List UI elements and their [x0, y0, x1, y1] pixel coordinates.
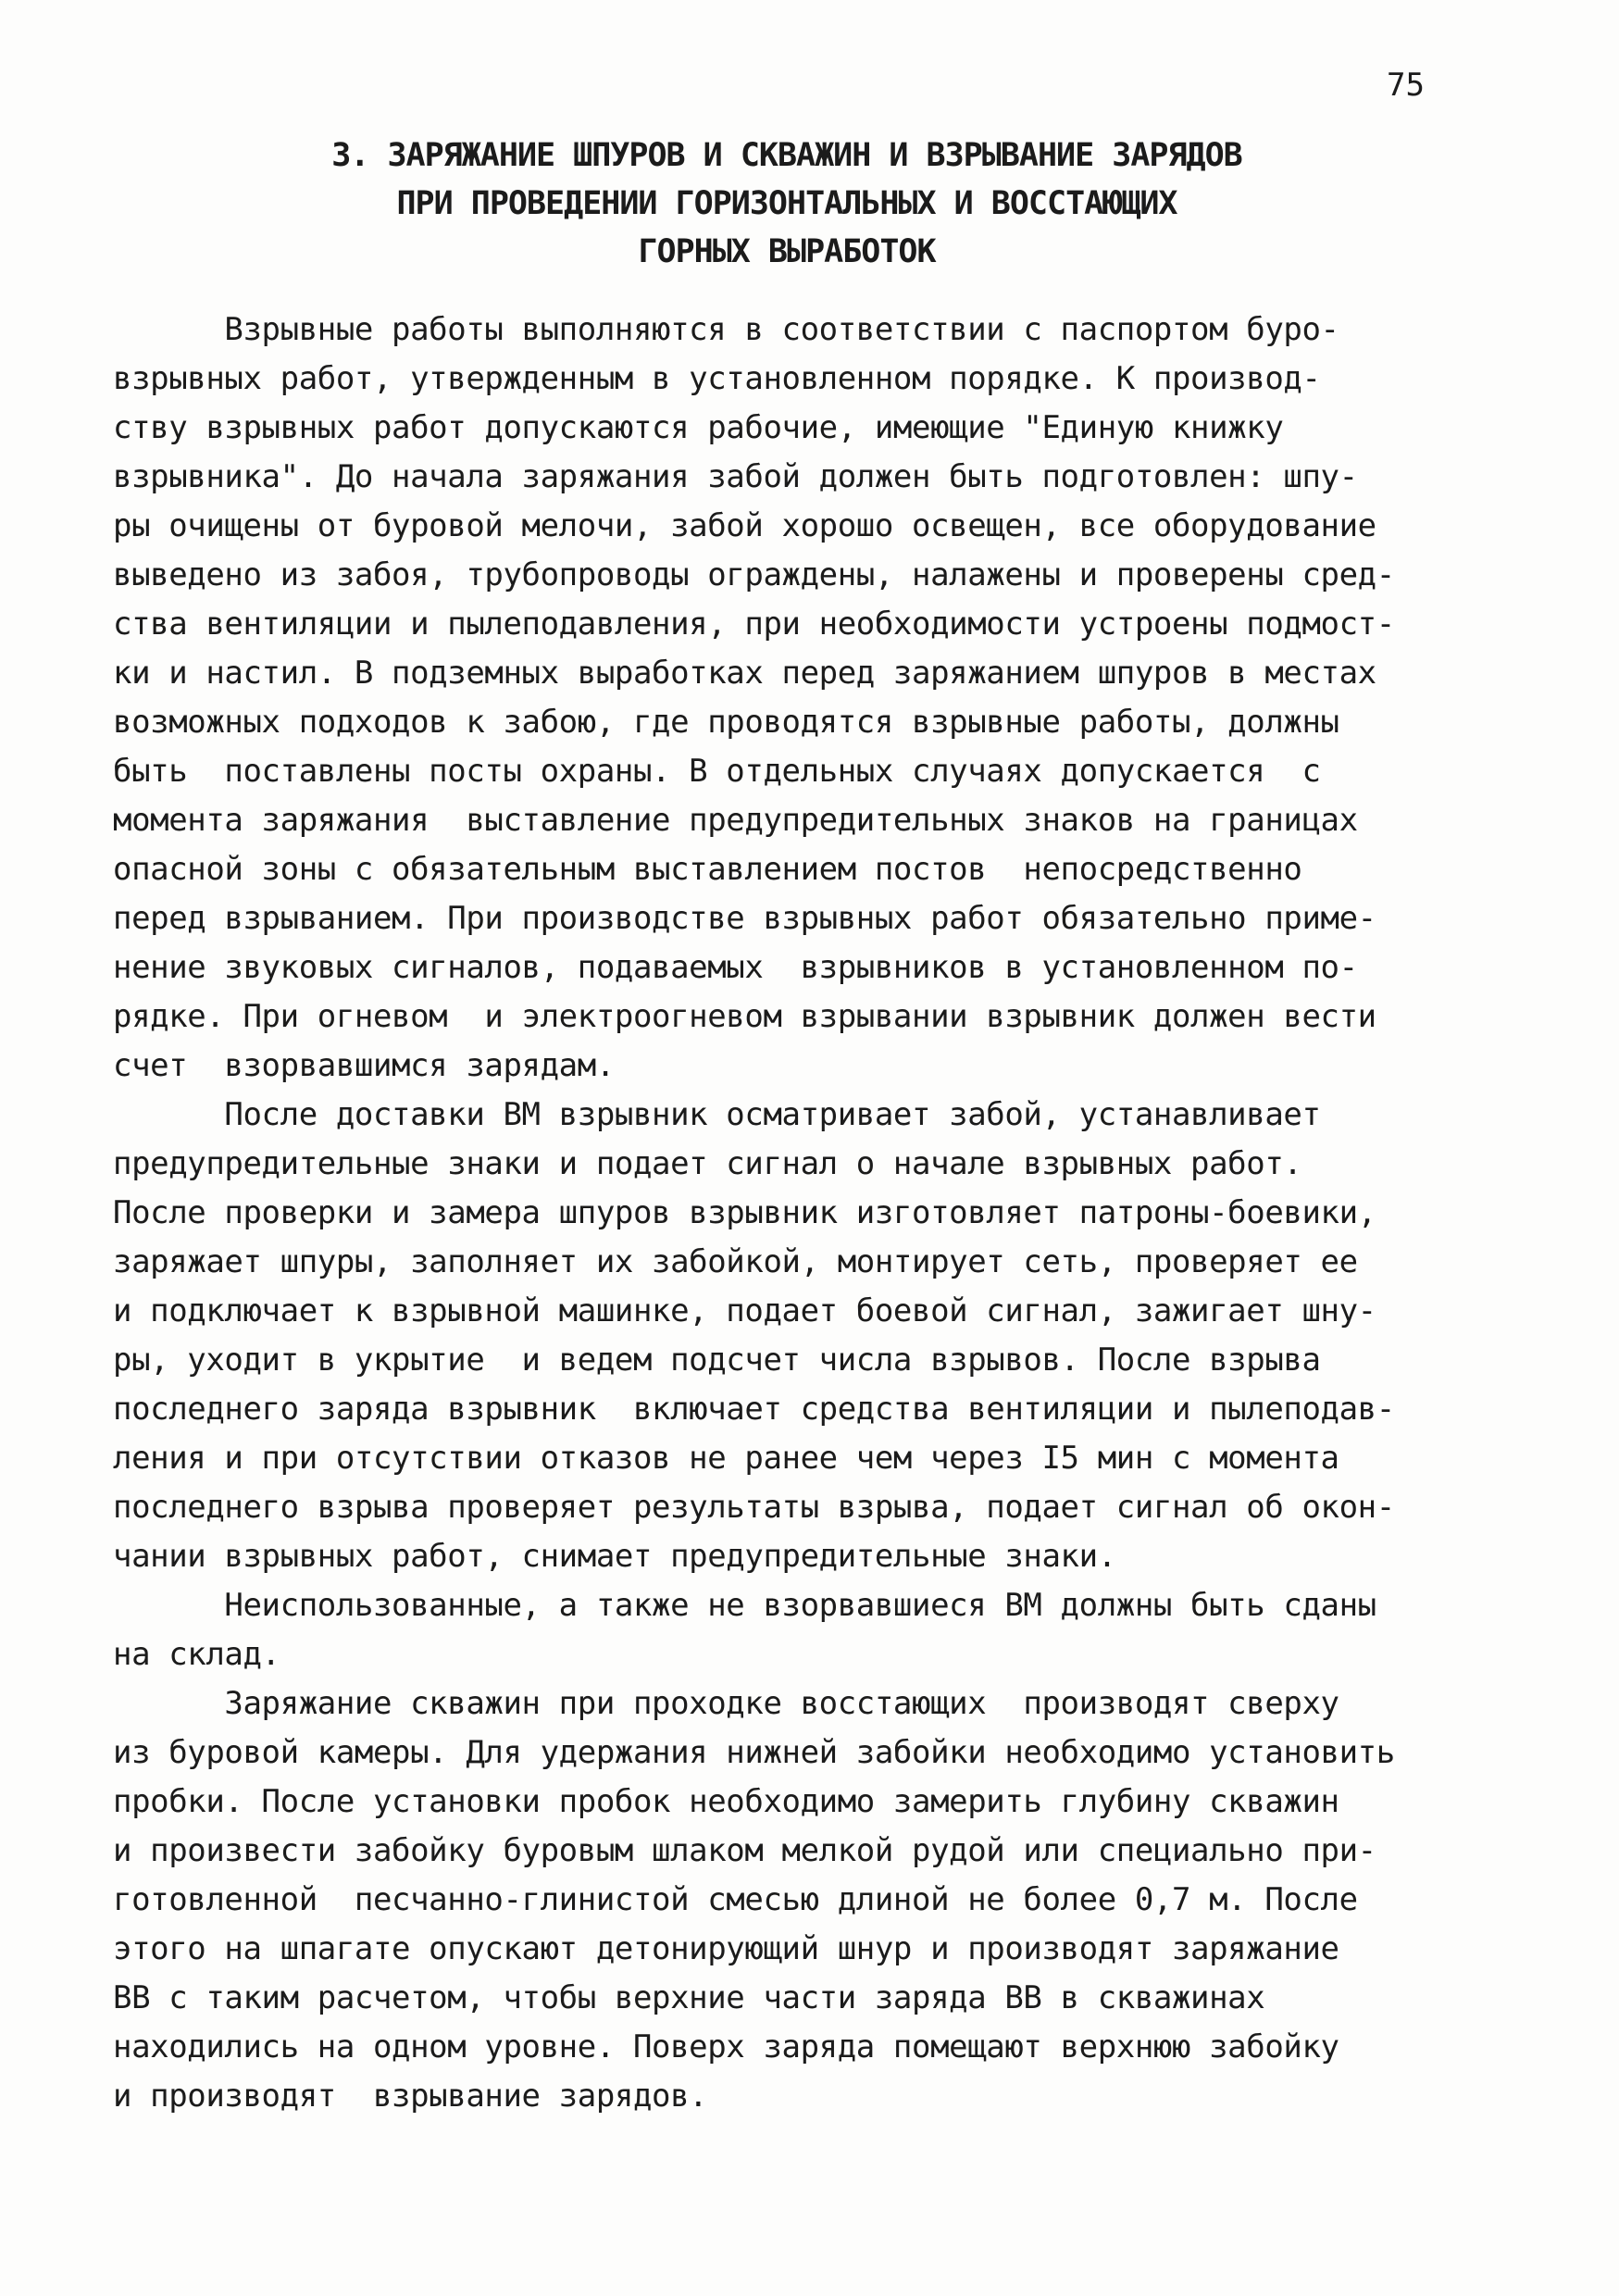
- body-text: [113, 306, 1520, 2121]
- text-line: Заряжание скважин при проходке восстающих производят сверху: [113, 1685, 1339, 1722]
- text-line: заряжает шпуры, заполняет их забойкой, монтирует сеть, проверяет ее: [113, 1243, 1358, 1280]
- heading-line: 3. ЗАРЯЖАНИЕ ШПУРОВ И СКВАЖИН И ВЗРЫВАНИЕ ЗАРЯДОВ: [331, 137, 1242, 174]
- text-line: ры, уходит в укрытие и ведем подсчет числа взрывов. После взрыва: [113, 1341, 1321, 1379]
- text-line: возможных подходов к забою, где проводятся взрывные работы, должны: [113, 704, 1339, 741]
- text-line: После проверки и замера шпуров взрывник изготовляет патроны-боевики,: [113, 1194, 1376, 1231]
- text-line: чании взрывных работ, снимает предупредительные знаки.: [113, 1538, 1116, 1575]
- text-line: взрывных работ, утвержденным в установленном порядке. К производ-: [113, 360, 1321, 397]
- text-line: последнего заряда взрывник включает средства вентиляции и пылеподав-: [113, 1391, 1395, 1428]
- text-line: быть поставлены посты охраны. В отдельных случаях допускается с: [113, 753, 1321, 790]
- text-line: рядке. При огневом и электроогневом взрывании взрывник должен вести: [113, 998, 1376, 1035]
- text-line: и произвести забойку буровым шлаком мелкой рудой или специально при-: [113, 1832, 1376, 1869]
- text-line: перед взрыванием. При производстве взрывных работ обязательно приме-: [113, 900, 1376, 937]
- text-line: ству взрывных работ допускаются рабочие, имеющие "Единую книжку: [113, 409, 1284, 446]
- text-line: пробки. После установки пробок необходимо замерить глубину скважин: [113, 1783, 1339, 1820]
- text-line: нение звуковых сигналов, подаваемых взрывников в установленном по-: [113, 949, 1358, 986]
- page-number: 75: [1387, 67, 1425, 104]
- text-line: После доставки ВМ взрывник осматривает забой, устанавливает: [113, 1096, 1321, 1133]
- text-line: ВВ с таким расчетом, чтобы верхние части заряда ВВ в скважинах: [113, 1979, 1265, 2016]
- text-line: на склад.: [113, 1636, 280, 1673]
- text-line: предупредительные знаки и подает сигнал о начале взрывных работ.: [113, 1145, 1302, 1182]
- text-line: и производят взрывание зарядов.: [113, 2078, 708, 2115]
- text-line: выведено из забоя, трубопроводы ограждены, налажены и проверены сред-: [113, 556, 1395, 593]
- text-line: готовленной песчанно-глинистой смесью длиной не более 0,7 м. После: [113, 1881, 1358, 1918]
- text-line: ства вентиляции и пылеподавления, при необходимости устроены подмост-: [113, 605, 1395, 643]
- text-line: опасной зоны с обязательным выставлением постов непосредственно: [113, 851, 1302, 888]
- text-line: ки и настил. В подземных выработках перед заряжанием шпуров в местах: [113, 655, 1376, 692]
- text-line: Неиспользованные, а также не взорвавшиеся ВМ должны быть сданы: [113, 1587, 1376, 1624]
- text-line: этого на шпагате опускают детонирующий шнур и производят заряжание: [113, 1930, 1339, 1967]
- text-line: счет взорвавшимся зарядам.: [113, 1047, 615, 1084]
- text-line: ры очищены от буровой мелочи, забой хорошо освещен, все оборудование: [113, 507, 1376, 544]
- text-line: последнего взрыва проверяет результаты взрыва, подает сигнал об окон-: [113, 1489, 1395, 1526]
- text-line: из буровой камеры. Для удержания нижней забойки необходимо установить: [113, 1734, 1395, 1771]
- text-line: и подключает к взрывной машинке, подает боевой сигнал, зажигает шну-: [113, 1292, 1376, 1329]
- heading-line: ГОРНЫХ ВЫРАБОТОК: [638, 233, 936, 270]
- section-heading: [231, 131, 1342, 276]
- text-line: находились на одном уровне. Поверх заряда помещают верхнюю забойку: [113, 2028, 1339, 2065]
- text-line: ления и при отсутствии отказов не ранее чем через I5 мин с момента: [113, 1440, 1339, 1477]
- heading-line: ПРИ ПРОВЕДЕНИИ ГОРИЗОНТАЛЬНЫХ И ВОССТАЮЩИХ: [396, 185, 1177, 222]
- text-line: Взрывные работы выполняются в соответствии с паспортом буро-: [113, 311, 1339, 348]
- text-line: момента заряжания выставление предупредительных знаков на границах: [113, 802, 1358, 839]
- text-line: взрывника". До начала заряжания забой должен быть подготовлен: шпу-: [113, 458, 1358, 495]
